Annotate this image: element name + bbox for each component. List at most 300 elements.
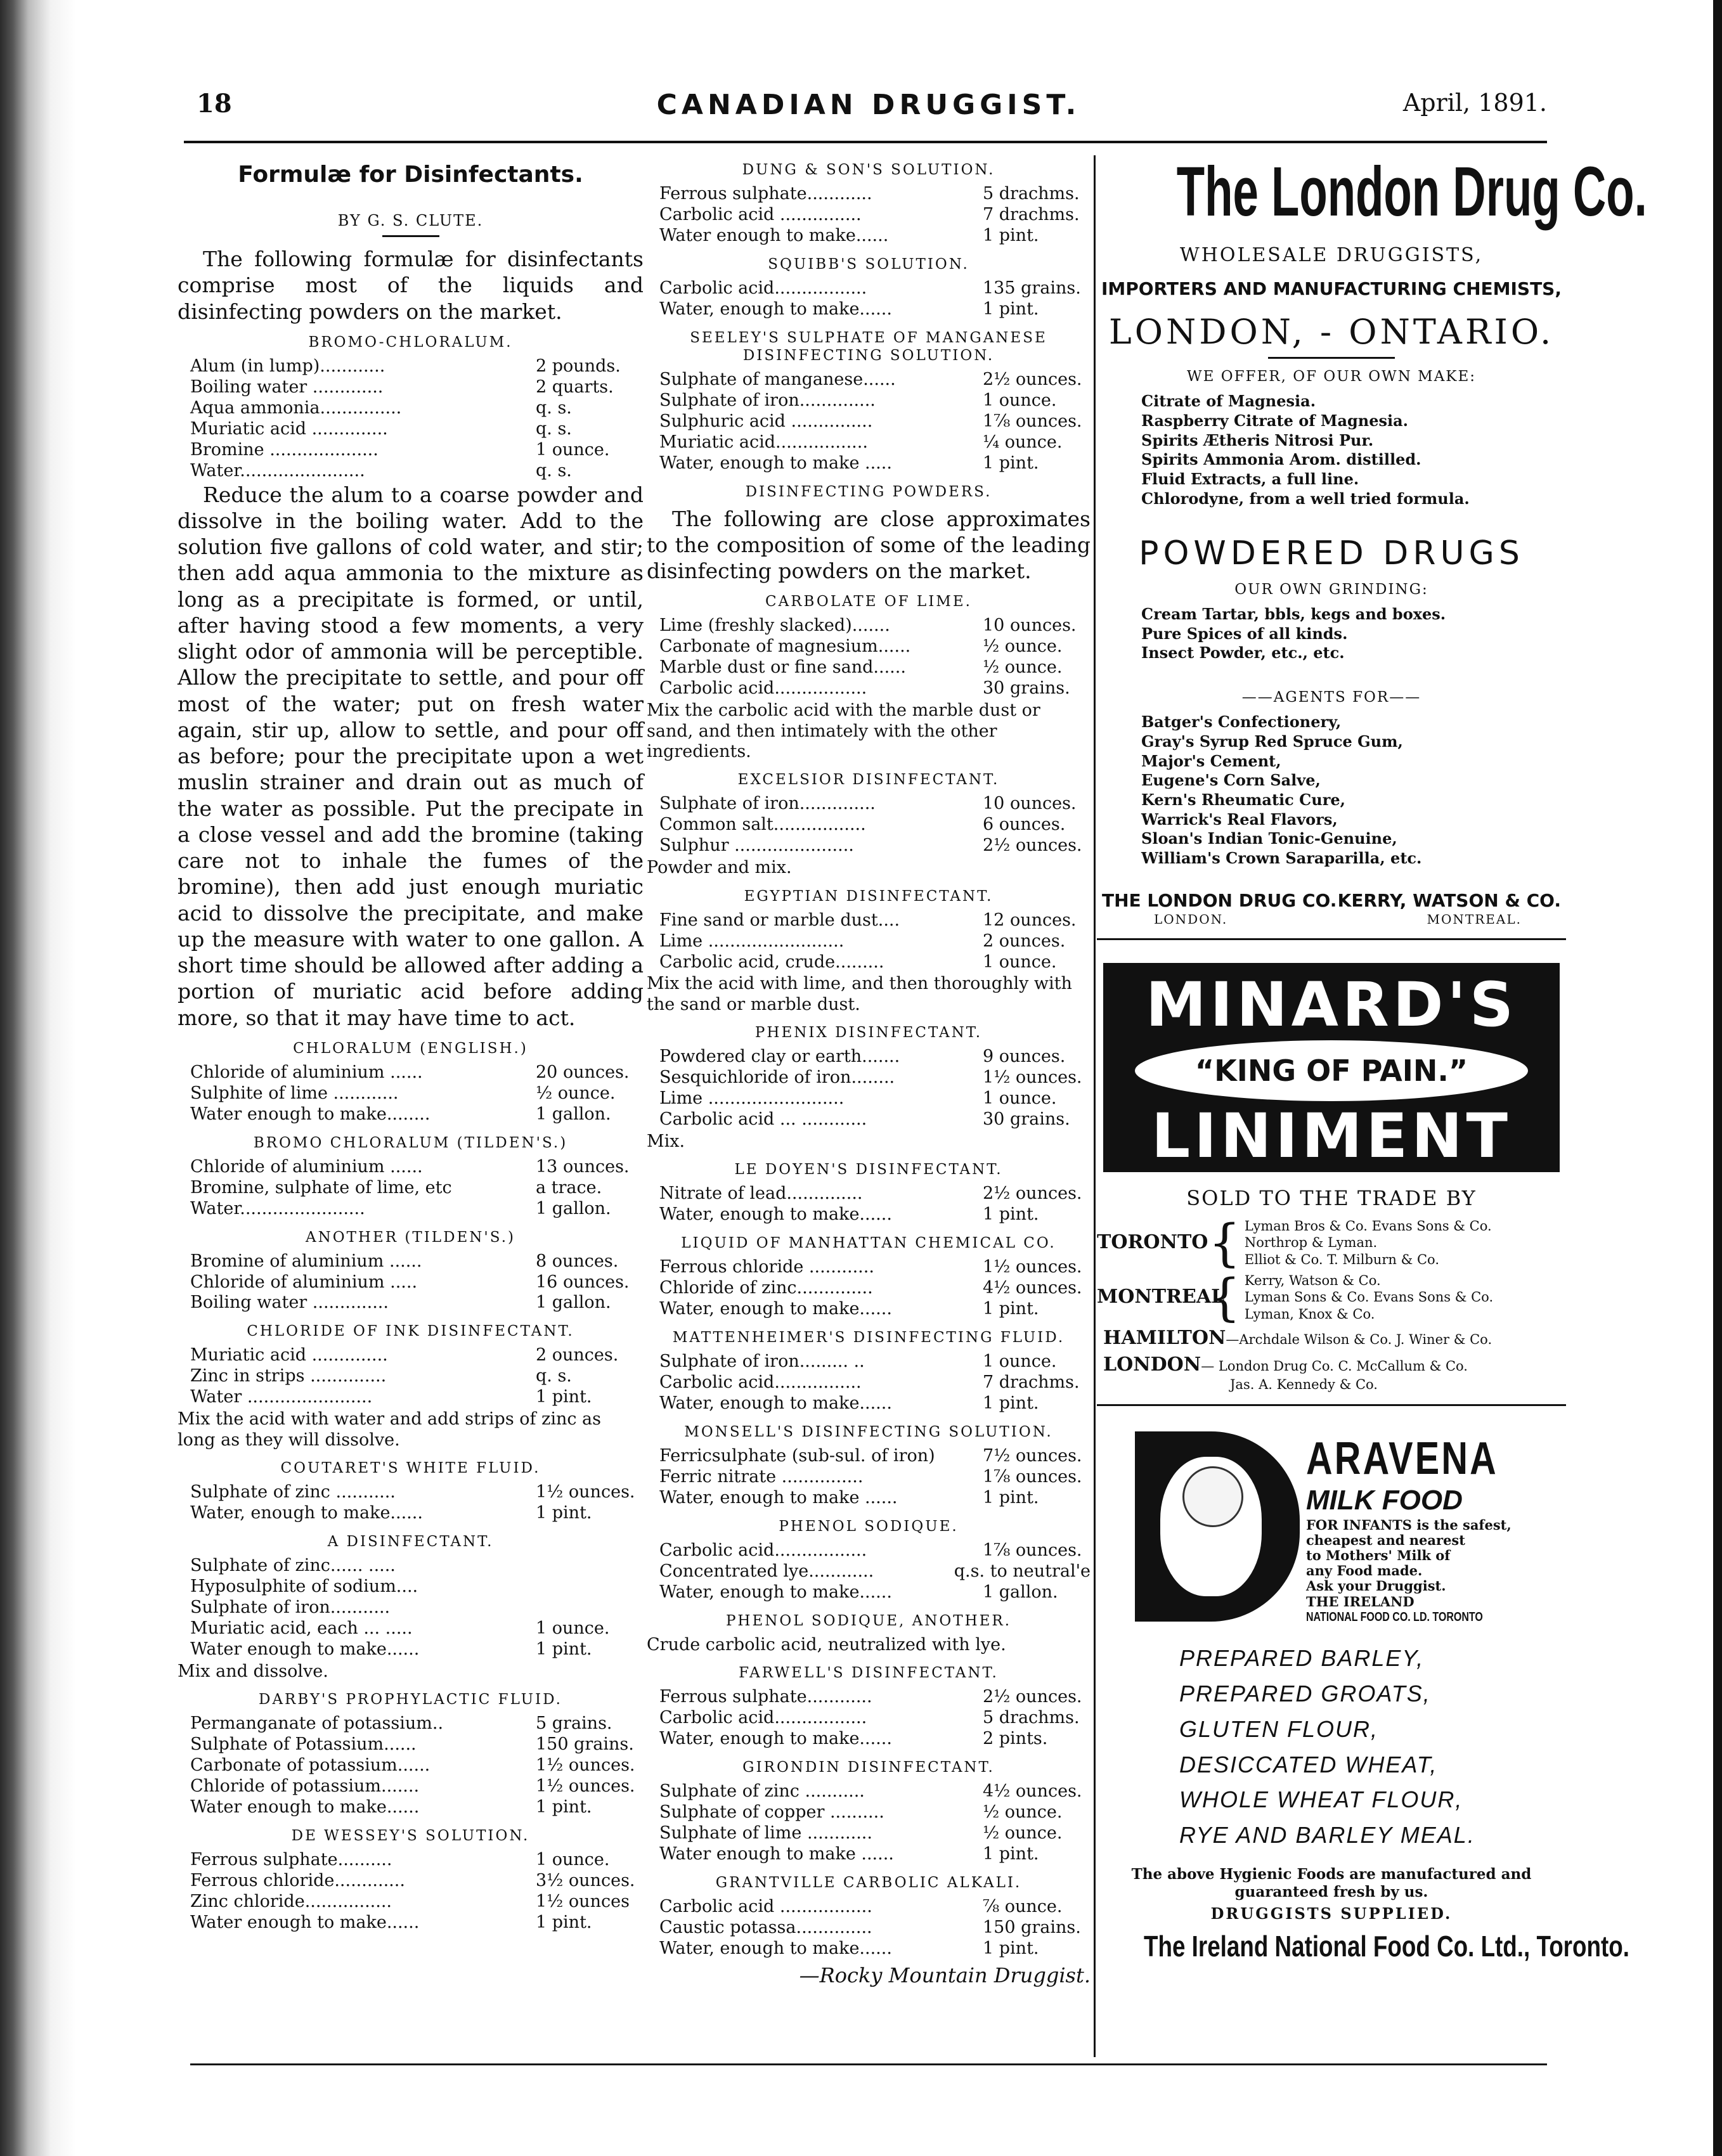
ingredient-row bbox=[647, 1446, 1091, 1467]
ingredient-quantity: 5 drachms. bbox=[983, 184, 1080, 204]
agent-item: Kern's Rheumatic Cure, bbox=[1141, 791, 1345, 810]
ingredient-row bbox=[178, 440, 644, 461]
food-item: DESICCATED WHEAT, bbox=[1179, 1751, 1438, 1778]
sig-right-city: MONTREAL. bbox=[1427, 912, 1522, 927]
ingredient-quantity: 1 pint. bbox=[536, 1387, 592, 1407]
ingredient-quantity: 12 ounces. bbox=[983, 910, 1077, 930]
food-item: WHOLE WHEAT FLOUR, bbox=[1179, 1786, 1463, 1813]
section-heading: EGYPTIAN DISINFECTANT. bbox=[744, 888, 994, 905]
ingredient-row bbox=[647, 1184, 1091, 1204]
montreal-firm: Lyman, Knox & Co. bbox=[1244, 1306, 1375, 1322]
ingredient-name: Muriatic acid................. bbox=[659, 432, 868, 452]
ingredient-quantity: 1 ounce. bbox=[536, 1849, 610, 1869]
ingredient-name: Caustic potassa.............. bbox=[659, 1917, 872, 1937]
sig-left: THE LONDON DRUG CO. bbox=[1102, 889, 1337, 911]
section-heading: CHLORIDE OF INK DISINFECTANT. bbox=[247, 1323, 574, 1340]
food-item: PREPARED GROATS, bbox=[1179, 1681, 1431, 1707]
ingredient-row bbox=[647, 1729, 1091, 1750]
ingredient-name: Water enough to make...... bbox=[190, 1639, 420, 1659]
ingredient-name: Sulphur ...................... bbox=[659, 836, 854, 856]
section-heading: PHENOL SODIQUE. bbox=[779, 1518, 959, 1535]
ingredient-row bbox=[178, 1598, 644, 1618]
london-label: LONDON bbox=[1103, 1353, 1201, 1376]
toronto-firm: Northrop & Lyman. bbox=[1244, 1235, 1378, 1251]
aravena-title: ARAVENA bbox=[1306, 1433, 1498, 1485]
aravena-desc-line: FOR INFANTS is the safest, bbox=[1306, 1516, 1512, 1533]
ingredient-row bbox=[647, 794, 1091, 815]
hamilton-row bbox=[1097, 1327, 1566, 1350]
section-heading: EXCELSIOR DISINFECTANT. bbox=[737, 771, 1000, 789]
ingredient-quantity: 1½ ounces. bbox=[536, 1776, 635, 1796]
food-item: GLUTEN FLOUR, bbox=[1179, 1715, 1379, 1742]
ingredient-row bbox=[647, 278, 1091, 299]
ingredient-name: Chloride of aluminium ...... bbox=[190, 1156, 423, 1177]
ingredient-row bbox=[647, 184, 1091, 205]
article-column-2 bbox=[647, 152, 1091, 1988]
aravena-desc-line: to Mothers' Milk of bbox=[1306, 1547, 1451, 1564]
ingredient-row bbox=[178, 1892, 644, 1913]
aravena-desc-line: THE IRELAND bbox=[1306, 1593, 1414, 1610]
section-note: Mix and dissolve. bbox=[178, 1661, 328, 1681]
brace-icon: { bbox=[1208, 1267, 1241, 1327]
section-heading: MONSELL'S DISINFECTING SOLUTION. bbox=[684, 1424, 1053, 1441]
agent-list bbox=[1097, 713, 1566, 868]
ingredient-quantity: 1 ounce. bbox=[536, 1618, 610, 1638]
ingredient-row bbox=[178, 1482, 644, 1503]
ingredient-name: Lime ......................... bbox=[659, 1088, 845, 1109]
section-note: Mix. bbox=[647, 1132, 685, 1152]
ingredient-name: Alum (in lump)............ bbox=[190, 356, 385, 376]
toronto-row bbox=[1097, 1213, 1566, 1272]
section-heading: COUTARET'S WHITE FLUID. bbox=[280, 1460, 541, 1477]
minards-logo bbox=[1103, 963, 1560, 1172]
ingredient-quantity: 1 pint. bbox=[536, 1639, 592, 1659]
sig-right: KERRY, WATSON & CO. bbox=[1337, 889, 1561, 911]
offer-item: Chlorodyne, from a well tried formula. bbox=[1141, 489, 1470, 508]
ingredient-name: Water enough to make...... bbox=[659, 225, 889, 245]
ingredient-name: Muriatic acid .............. bbox=[190, 418, 388, 439]
ingredient-name: Bromine .................... bbox=[190, 439, 379, 460]
article-title: Formulæ for Disinfectants. bbox=[238, 162, 583, 188]
ingredient-name: Bromine, sulphate of lime, etc bbox=[190, 1177, 452, 1197]
ingredient-quantity: 2 pints. bbox=[983, 1729, 1048, 1749]
ingredient-row bbox=[178, 1556, 644, 1577]
london-firms-2: Jas. A. Kennedy & Co. bbox=[1230, 1376, 1378, 1392]
ingredient-name: Sulphate of manganese...... bbox=[659, 369, 896, 389]
ingredient-row bbox=[178, 1618, 644, 1639]
ingredient-name: Water ....................... bbox=[190, 1387, 373, 1407]
montreal-firm: Lyman Sons & Co. Evans Sons & Co. bbox=[1244, 1289, 1494, 1305]
ingredient-name: Ferrous chloride............. bbox=[190, 1870, 405, 1890]
ingredient-name: Chloride of aluminium ..... bbox=[190, 1272, 418, 1292]
ingredient-row bbox=[647, 1939, 1091, 1959]
ingredient-row bbox=[178, 1366, 644, 1387]
food-item: RYE AND BARLEY MEAL. bbox=[1179, 1822, 1475, 1849]
ingredient-quantity: 4½ ounces. bbox=[983, 1781, 1082, 1802]
offer-item: Fluid Extracts, a full line. bbox=[1141, 470, 1359, 489]
ingredient-name: Powdered clay or earth....... bbox=[659, 1047, 900, 1067]
ingredient-name: Sulphate of Potassium...... bbox=[190, 1734, 417, 1755]
minards-oval: “KING OF PAIN.” bbox=[1135, 1040, 1528, 1101]
montreal-firms bbox=[1245, 1272, 1493, 1322]
section-heading: SEELEY'S SULPHATE OF MANGANESE DISINFECTING SOLUTION. bbox=[690, 329, 1047, 364]
ingredient-quantity: 2 ounces. bbox=[536, 1345, 619, 1365]
ingredient-row bbox=[647, 1897, 1091, 1918]
toronto-firm: Elliot & Co. T. Milburn & Co. bbox=[1244, 1251, 1440, 1267]
ingredient-row bbox=[647, 1708, 1091, 1729]
london-drug-title: The London Drug Co. bbox=[1176, 153, 1647, 231]
druggists-supplied: DRUGGISTS SUPPLIED. bbox=[1210, 1904, 1453, 1923]
ingredient-row bbox=[178, 1251, 644, 1272]
ingredient-row bbox=[647, 1393, 1091, 1414]
ingredient-quantity: 1½ ounces bbox=[536, 1891, 630, 1911]
ingredient-row bbox=[178, 1639, 644, 1660]
ingredient-name: Water, enough to make...... bbox=[659, 1582, 892, 1602]
section-heading: LIQUID OF MANHATTAN CHEMICAL CO. bbox=[681, 1235, 1056, 1252]
baby-face-icon bbox=[1182, 1466, 1243, 1527]
ingredient-quantity: 1 pint. bbox=[536, 1912, 592, 1932]
ingredient-quantity: 30 grains. bbox=[983, 678, 1070, 699]
agent-item: Eugene's Corn Salve, bbox=[1141, 771, 1321, 790]
ingredient-row bbox=[647, 205, 1091, 226]
ingredient-row bbox=[647, 1918, 1091, 1939]
ingredient-row bbox=[178, 1797, 644, 1818]
ingredient-row bbox=[178, 1293, 644, 1314]
ingredient-quantity: 8 ounces. bbox=[536, 1251, 619, 1271]
ingredient-name: Sesquichloride of iron........ bbox=[659, 1068, 895, 1088]
ingredient-quantity: 1 pint. bbox=[983, 1393, 1039, 1414]
ingredient-name: Lime ......................... bbox=[659, 931, 845, 951]
ingredient-name: Zinc chloride................ bbox=[190, 1891, 392, 1911]
ingredient-name: Boiling water ............. bbox=[190, 377, 384, 397]
agent-item: Gray's Syrup Red Spruce Gum, bbox=[1141, 732, 1403, 751]
ingredient-name: Sulphate of zinc ........... bbox=[190, 1482, 396, 1502]
ingredient-quantity: 1 gallon. bbox=[536, 1293, 611, 1313]
ingredient-row bbox=[647, 616, 1091, 636]
ingredient-row bbox=[178, 1871, 644, 1892]
ingredient-quantity: 1 pint. bbox=[983, 1299, 1039, 1319]
ingredient-quantity: 1 gallon. bbox=[536, 1104, 611, 1124]
ingredient-name: Water enough to make...... bbox=[190, 1912, 420, 1932]
ingredient-row bbox=[647, 299, 1091, 320]
ingredient-row bbox=[647, 1372, 1091, 1393]
ingredient-row bbox=[178, 419, 644, 440]
ingredient-name: Water, enough to make...... bbox=[659, 1393, 892, 1414]
section-heading: SQUIBB'S SOLUTION. bbox=[768, 255, 969, 273]
section-heading: DUNG & SON'S SOLUTION. bbox=[742, 162, 995, 178]
ingredient-name: Fine sand or marble dust.... bbox=[659, 910, 900, 930]
ingredient-row bbox=[178, 1272, 644, 1293]
ingredient-row bbox=[178, 1776, 644, 1797]
ingredient-quantity: 1½ ounces. bbox=[983, 1257, 1082, 1277]
ingredient-quantity: 1 gallon. bbox=[983, 1582, 1058, 1602]
ingredient-row bbox=[647, 657, 1091, 678]
minards-sold-by: SOLD TO THE TRADE BY bbox=[1186, 1186, 1477, 1211]
ingredient-row bbox=[647, 1257, 1091, 1278]
ingredient-quantity: 1½ ounces. bbox=[536, 1482, 635, 1502]
aravena-ad bbox=[1097, 1431, 1566, 1622]
ingredient-row bbox=[178, 1104, 644, 1125]
ingredient-quantity: 1 pint. bbox=[536, 1797, 592, 1817]
ingredient-row bbox=[178, 1755, 644, 1776]
london-signatures bbox=[1097, 890, 1566, 912]
ingredient-quantity: 150 grains. bbox=[983, 1917, 1081, 1937]
ingredient-name: Sulphate of iron......... .. bbox=[659, 1352, 865, 1372]
ingredient-name: Water, enough to make ...... bbox=[659, 1487, 898, 1507]
ingredient-quantity: ½ ounce. bbox=[536, 1083, 616, 1103]
ingredient-quantity: q.s. to neutral'e bbox=[954, 1561, 1091, 1581]
section-heading: BROMO-CHLORALUM. bbox=[308, 333, 513, 351]
article-source: —Rocky Mountain Druggist. bbox=[799, 1963, 1091, 1987]
aravena-subtitle: MILK FOOD bbox=[1306, 1485, 1463, 1516]
ingredient-name: Marble dust or fine sand...... bbox=[659, 657, 906, 678]
ingredient-name: Carbolic acid ............... bbox=[659, 204, 862, 224]
ingredient-quantity bbox=[536, 1598, 644, 1618]
ingredient-name: Water, enough to make...... bbox=[659, 299, 892, 319]
byline-rule bbox=[382, 235, 439, 237]
section-heading: CARBOLATE OF LIME. bbox=[765, 593, 972, 610]
ingredient-name: Sulphate of iron.............. bbox=[659, 794, 876, 814]
scanned-page-edge bbox=[0, 0, 76, 2156]
agent-item: Warrick's Real Flavors, bbox=[1141, 810, 1338, 829]
ingredient-name: Carbolic acid................. bbox=[659, 1540, 867, 1560]
page-number: 18 bbox=[197, 89, 232, 119]
issue-date: April, 1891. bbox=[1402, 89, 1547, 117]
toronto-firm: Lyman Bros & Co. Evans Sons & Co. bbox=[1244, 1218, 1492, 1234]
section-heading: DE WESSEY'S SOLUTION. bbox=[291, 1827, 530, 1844]
ingredient-row bbox=[178, 461, 644, 482]
ingredient-row bbox=[647, 952, 1091, 973]
ingredient-row bbox=[647, 1204, 1091, 1225]
aravena-desc-line: cheapest and nearest bbox=[1306, 1532, 1465, 1548]
ingredient-row bbox=[178, 1178, 644, 1199]
powder-item: Insect Powder, etc., etc. bbox=[1141, 643, 1345, 662]
ingredient-row bbox=[647, 1687, 1091, 1708]
section-heading: PHENIX DISINFECTANT. bbox=[754, 1024, 983, 1042]
offer-item: Citrate of Magnesia. bbox=[1141, 392, 1316, 411]
section-heading: FARWELL'S DISINFECTANT. bbox=[739, 1665, 999, 1682]
ingredient-name: Water, enough to make ..... bbox=[659, 453, 892, 473]
section-heading: PHENOL SODIQUE, ANOTHER. bbox=[725, 1612, 1012, 1629]
ad-separator-1 bbox=[1097, 938, 1566, 940]
ingredient-row bbox=[647, 678, 1091, 699]
aravena-description bbox=[1306, 1518, 1546, 1610]
hamilton-firms: —Archdale Wilson & Co. J. Winer & Co. bbox=[1226, 1331, 1492, 1347]
ingredient-row bbox=[647, 1802, 1091, 1823]
ingredient-name: Carbonate of potassium...... bbox=[190, 1755, 430, 1776]
article-column-1 bbox=[178, 152, 644, 1933]
column-divider bbox=[1094, 155, 1096, 2057]
ingredient-row bbox=[647, 636, 1091, 657]
ingredient-name: Water enough to make...... bbox=[190, 1797, 420, 1817]
powder-item: Pure Spices of all kinds. bbox=[1141, 624, 1348, 643]
ingredient-row bbox=[647, 1352, 1091, 1372]
ingredient-name: Hyposulphite of sodium.... bbox=[190, 1576, 418, 1596]
grinding-heading: OUR OWN GRINDING: bbox=[1234, 581, 1428, 598]
ingredient-row bbox=[647, 453, 1091, 474]
ingredient-quantity: 1 pint. bbox=[983, 1843, 1039, 1864]
ingredient-name: Sulphate of zinc...... ..... bbox=[190, 1556, 396, 1576]
ingredient-quantity: ⅞ ounce. bbox=[983, 1896, 1063, 1916]
aravena-desc-line: any Food made. bbox=[1306, 1563, 1423, 1579]
ingredient-quantity: 1 ounce. bbox=[983, 1088, 1057, 1109]
ingredient-quantity: 2½ ounces. bbox=[983, 1184, 1082, 1204]
ingredient-quantity: q. s. bbox=[536, 1366, 572, 1386]
ingredient-quantity: 5 drachms. bbox=[983, 1708, 1080, 1728]
ingredient-quantity: 2 pounds. bbox=[536, 356, 621, 376]
brace-icon: { bbox=[1208, 1213, 1241, 1272]
ingredient-row bbox=[178, 1503, 644, 1524]
ingredient-row bbox=[647, 1109, 1091, 1130]
ingredient-row bbox=[647, 815, 1091, 836]
ingredient-row bbox=[647, 391, 1091, 411]
ingredient-row bbox=[178, 1083, 644, 1104]
ingredient-name: Permanganate of potassium.. bbox=[190, 1714, 444, 1734]
ingredient-quantity: 7 drachms. bbox=[983, 204, 1080, 224]
offer-item: Spirits Ætheris Nitrosi Pur. bbox=[1141, 430, 1374, 449]
offer-list bbox=[1097, 392, 1566, 508]
ingredient-name: Carbolic acid................. bbox=[659, 1708, 867, 1728]
section-heading: CHLORALUM (ENGLISH.) bbox=[293, 1040, 528, 1057]
sig-left-city: LONDON. bbox=[1154, 912, 1228, 927]
agent-item: Batger's Confectionery, bbox=[1141, 713, 1342, 732]
aravena-text bbox=[1306, 1431, 1546, 1625]
ingredient-row bbox=[647, 432, 1091, 453]
ingredient-quantity: 10 ounces. bbox=[983, 794, 1077, 814]
agent-item: Major's Cement, bbox=[1141, 751, 1281, 770]
ingredient-row bbox=[178, 377, 644, 398]
journal-title: CANADIAN DRUGGIST. bbox=[656, 89, 1081, 121]
ingredient-quantity: 1 gallon. bbox=[536, 1198, 611, 1218]
ingredient-quantity bbox=[536, 1556, 644, 1577]
ingredient-quantity: ¼ ounce. bbox=[983, 432, 1063, 452]
ingredient-quantity: 5 grains. bbox=[536, 1714, 612, 1734]
ingredient-name: Muriatic acid, each ... ..... bbox=[190, 1618, 413, 1638]
ingredient-quantity: 30 grains. bbox=[983, 1109, 1070, 1130]
ingredient-quantity: 1 ounce. bbox=[983, 952, 1057, 972]
section-heading: DISINFECTING POWDERS. bbox=[745, 483, 992, 500]
powder-list bbox=[1097, 605, 1566, 663]
ingredient-row bbox=[647, 411, 1091, 432]
ingredient-quantity: 2 ounces. bbox=[983, 931, 1066, 951]
header-rule bbox=[184, 141, 1547, 143]
ingredient-quantity: 1⅞ ounces. bbox=[983, 1540, 1082, 1560]
ingredient-name: Sulphate of zinc ........... bbox=[659, 1781, 865, 1802]
ingredient-row bbox=[647, 1299, 1091, 1320]
section-heading: DARBY'S PROPHYLACTIC FLUID. bbox=[259, 1691, 562, 1708]
section-heading: LE DOYEN'S DISINFECTANT. bbox=[734, 1161, 1003, 1178]
powdered-drugs-heading: POWDERED DRUGS bbox=[1139, 534, 1524, 573]
ingredient-quantity: 1 pint. bbox=[983, 299, 1039, 319]
ingredient-row bbox=[178, 1577, 644, 1598]
agents-heading: ——AGENTS FOR—— bbox=[1241, 689, 1421, 706]
ingredient-row bbox=[178, 1157, 644, 1178]
ingredient-name: Concentrated lye............ bbox=[659, 1561, 874, 1581]
ingredient-quantity: a trace. bbox=[536, 1177, 602, 1197]
section-note: Mix the carbolic acid with the marble dust or sand, and then intimately with the other ingredients. bbox=[647, 700, 1040, 761]
section-paragraph: The following are close approximates to the composition of some of the leading disinfecting powders on the market. bbox=[647, 506, 1091, 584]
powder-item: Cream Tartar, bbls, kegs and boxes. bbox=[1141, 604, 1446, 623]
section-note: Mix the acid with lime, and then thoroughly with the sand or marble dust. bbox=[647, 974, 1072, 1014]
ingredient-row bbox=[647, 1844, 1091, 1865]
ingredient-name: Lime (freshly slacked)....... bbox=[659, 616, 890, 636]
london-drug-city: LONDON, - ONTARIO. bbox=[1108, 312, 1555, 352]
ingredient-quantity: ½ ounce. bbox=[983, 636, 1063, 657]
ingredient-name: Aqua ammonia............... bbox=[190, 397, 402, 418]
aravena-desc-line: Ask your Druggist. bbox=[1306, 1578, 1446, 1594]
ingredient-row bbox=[647, 1047, 1091, 1068]
ingredient-name: Water, enough to make...... bbox=[659, 1299, 892, 1319]
ingredient-quantity: 1 pint. bbox=[983, 1938, 1039, 1958]
ingredient-row bbox=[647, 1540, 1091, 1561]
footer-rule bbox=[190, 2063, 1547, 2065]
ingredient-quantity: 135 grains. bbox=[983, 278, 1081, 298]
ingredient-quantity: 1 pint. bbox=[983, 453, 1039, 473]
london-firms: — London Drug Co. C. McCallum & Co. bbox=[1201, 1359, 1468, 1374]
ingredient-row bbox=[178, 1199, 644, 1220]
ingredient-quantity: 2½ ounces. bbox=[983, 369, 1082, 389]
ingredient-row bbox=[178, 1714, 644, 1734]
ingredient-quantity: 1 ounce. bbox=[536, 439, 610, 460]
ingredient-name: Zinc in strips .............. bbox=[190, 1366, 387, 1386]
food-item: PREPARED BARLEY, bbox=[1179, 1645, 1425, 1672]
ingredient-quantity: 7 drachms. bbox=[983, 1372, 1080, 1393]
ingredient-name: Water....................... bbox=[190, 460, 365, 481]
ingredient-name: Bromine of aluminium ...... bbox=[190, 1251, 422, 1271]
ingredient-name: Sulphite of lime ............ bbox=[190, 1083, 399, 1103]
montreal-firm: Kerry, Watson & Co. bbox=[1244, 1273, 1381, 1289]
ingredient-name: Carbolic acid................ bbox=[659, 1372, 862, 1393]
toronto-firms bbox=[1245, 1218, 1492, 1268]
foods-list bbox=[1097, 1641, 1566, 1853]
section-heading: ANOTHER (TILDEN'S.) bbox=[306, 1229, 515, 1246]
ingredient-row bbox=[178, 1850, 644, 1871]
ingredient-quantity: 1 pint. bbox=[983, 1487, 1039, 1507]
ingredient-row bbox=[647, 1068, 1091, 1088]
ingredient-quantity: ½ ounce. bbox=[983, 657, 1063, 678]
ingredient-name: Water, enough to make...... bbox=[659, 1938, 892, 1958]
ingredient-quantity: 6 ounces. bbox=[983, 815, 1066, 835]
ingredient-row bbox=[178, 398, 644, 419]
ingredient-row bbox=[647, 931, 1091, 952]
scanned-right-edge bbox=[1713, 0, 1722, 2156]
ingredient-quantity: 1 ounce. bbox=[983, 390, 1057, 410]
london-drug-sub1: WHOLESALE DRUGGISTS, bbox=[1179, 243, 1484, 266]
ingredient-quantity: ½ ounce. bbox=[983, 1823, 1063, 1843]
minards-line1: MINARD'S bbox=[1145, 969, 1518, 1041]
page-header bbox=[190, 89, 1547, 133]
section-heading: GRANTVILLE CARBOLIC ALKALI. bbox=[715, 1874, 1022, 1891]
ingredient-row bbox=[647, 1278, 1091, 1299]
ingredient-quantity: 2½ ounces. bbox=[983, 1687, 1082, 1707]
toronto-label: TORONTO bbox=[1097, 1231, 1208, 1254]
montreal-row bbox=[1097, 1267, 1566, 1327]
ingredient-row bbox=[178, 1913, 644, 1933]
agent-item: William's Crown Saraparilla, etc. bbox=[1141, 849, 1422, 868]
minards-line2: LINIMENT bbox=[1151, 1101, 1512, 1172]
ingredient-name: Ferrous sulphate............ bbox=[659, 184, 872, 204]
ingredient-name: Carbolic acid ................. bbox=[659, 1896, 872, 1916]
ingredient-row bbox=[647, 1781, 1091, 1802]
ingredient-quantity: 150 grains. bbox=[536, 1734, 634, 1755]
montreal-label: MONTREAL bbox=[1097, 1286, 1225, 1308]
ingredient-name: Chloride of potassium....... bbox=[190, 1776, 420, 1796]
ingredient-name: Sulphuric acid ............... bbox=[659, 411, 873, 431]
ingredient-quantity: 2 quarts. bbox=[536, 377, 614, 397]
london-offer-heading: WE OFFER, OF OUR OWN MAKE: bbox=[1186, 368, 1477, 385]
section-heading: MATTENHEIMER'S DISINFECTING FLUID. bbox=[672, 1329, 1065, 1346]
section-note: Crude carbolic acid, neutralized with lye. bbox=[647, 1634, 1006, 1655]
